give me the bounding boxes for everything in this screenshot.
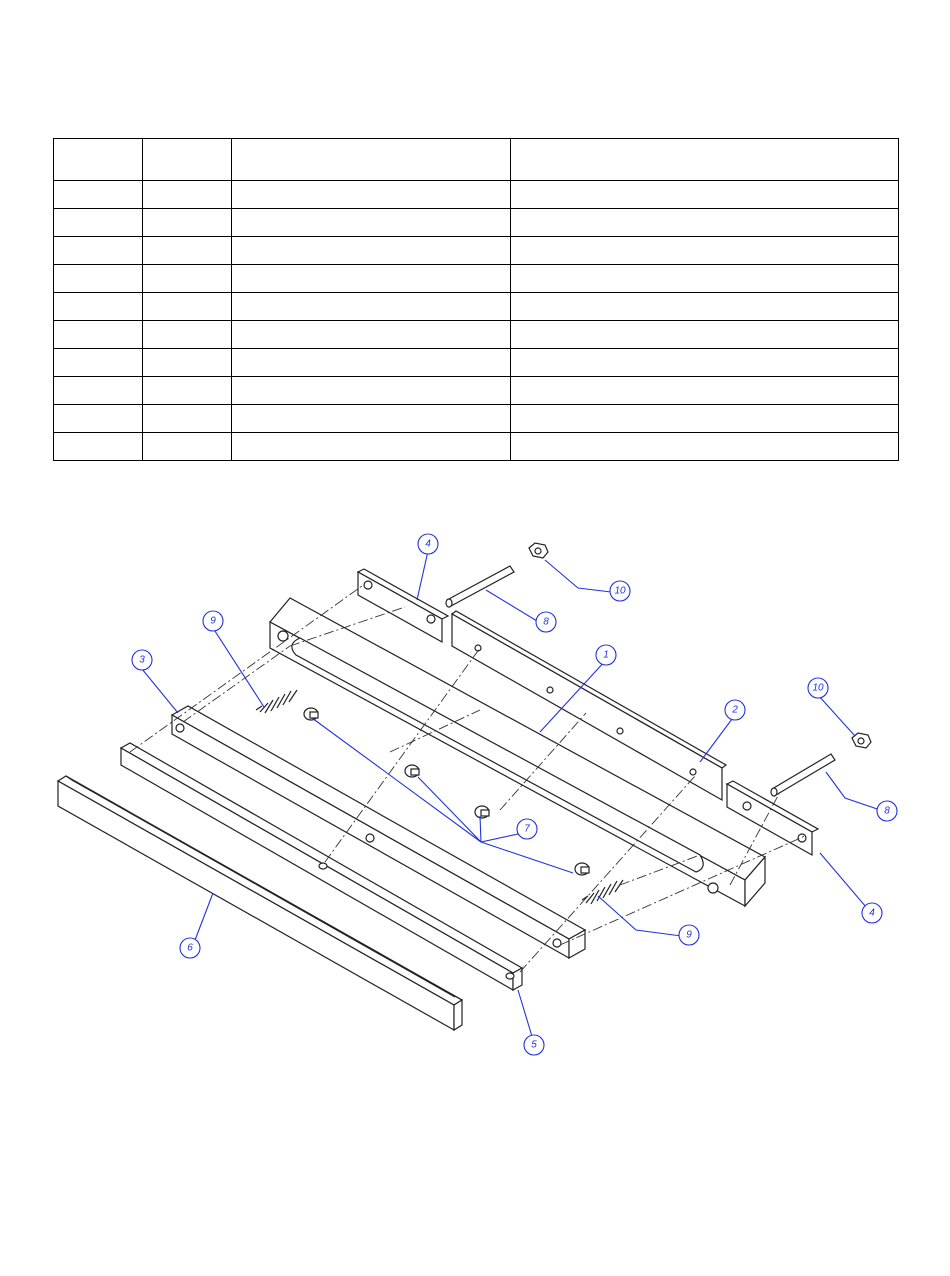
balloon-8-right (877, 801, 897, 821)
part-7-button-2 (405, 765, 419, 777)
balloon-9-right (679, 925, 699, 945)
svg-text:1: 1 (603, 649, 609, 661)
balloon-3 (132, 650, 152, 670)
table-cell (54, 293, 143, 321)
svg-text:4: 4 (869, 907, 875, 919)
table-cell (511, 433, 899, 461)
table-cell (511, 237, 899, 265)
table-cell (232, 377, 511, 405)
table-row (54, 405, 899, 433)
table-cell (511, 181, 899, 209)
table-row (54, 321, 899, 349)
table-cell (232, 321, 511, 349)
balloon-7 (517, 819, 537, 839)
table-cell (54, 349, 143, 377)
table-row (54, 209, 899, 237)
balloon-4-top (418, 534, 438, 554)
balloon-2 (725, 700, 745, 720)
balloon-4-right (862, 903, 882, 923)
table-cell (143, 181, 232, 209)
table-cell (54, 377, 143, 405)
table-row (54, 181, 899, 209)
part-9-spring-rear (256, 690, 297, 713)
table-cell (143, 321, 232, 349)
table-cell (54, 181, 143, 209)
table-cell (511, 293, 899, 321)
table-cell (143, 349, 232, 377)
table-cell (511, 377, 899, 405)
table-cell (143, 377, 232, 405)
table-cell (232, 237, 511, 265)
svg-text:8: 8 (543, 616, 549, 628)
table-cell (54, 433, 143, 461)
table-row (54, 433, 899, 461)
parts-list-table (53, 138, 899, 461)
table-cell (232, 349, 511, 377)
table-cell (143, 405, 232, 433)
table-cell (511, 265, 899, 293)
part-7-button-1 (304, 708, 318, 720)
table-cell (232, 209, 511, 237)
table-cell (232, 405, 511, 433)
table-cell (54, 209, 143, 237)
part-4-end-plate-rear (358, 569, 448, 642)
table-cell (143, 265, 232, 293)
table-row (54, 237, 899, 265)
table-row (54, 377, 899, 405)
svg-text:5: 5 (531, 1039, 537, 1051)
balloon-5 (524, 1035, 544, 1055)
table-cell (511, 321, 899, 349)
table-cell (143, 293, 232, 321)
table-cell (511, 349, 899, 377)
table-cell (54, 139, 143, 181)
table-cell (143, 433, 232, 461)
balloon-1 (596, 645, 616, 665)
part-8-pin-front (771, 754, 835, 796)
table-cell (232, 139, 511, 181)
table-cell (143, 209, 232, 237)
table-cell (232, 181, 511, 209)
svg-text:9: 9 (210, 615, 216, 627)
balloon-9-left (203, 611, 223, 631)
table-cell (511, 405, 899, 433)
svg-text:9: 9 (686, 929, 692, 941)
table-cell (232, 433, 511, 461)
svg-text:7: 7 (524, 823, 530, 835)
table-cell (232, 265, 511, 293)
table-cell (511, 139, 899, 181)
svg-text:6: 6 (187, 942, 193, 954)
table-cell (143, 237, 232, 265)
svg-text:8: 8 (884, 805, 890, 817)
table-cell (54, 405, 143, 433)
balloon-6 (180, 938, 200, 958)
svg-text:10: 10 (614, 585, 626, 597)
table-row (54, 293, 899, 321)
exploded-assembly-drawing (0, 470, 950, 1090)
part-7-button-3 (475, 806, 489, 818)
table-cell (54, 237, 143, 265)
table-cell (54, 265, 143, 293)
table-row (54, 265, 899, 293)
svg-text:4: 4 (425, 538, 431, 550)
part-10-nut-rear (529, 543, 548, 558)
svg-text:2: 2 (732, 704, 738, 716)
balloon-10-right (808, 678, 828, 698)
table-header-row (54, 139, 899, 181)
part-7-button-4 (575, 863, 589, 875)
balloon-8-top (536, 612, 556, 632)
table-cell (54, 321, 143, 349)
table-cell (143, 139, 232, 181)
table-cell (232, 293, 511, 321)
svg-text:3: 3 (139, 654, 145, 666)
balloon-10-top (610, 581, 630, 601)
svg-text:10: 10 (812, 682, 824, 694)
table-cell (511, 209, 899, 237)
table-row (54, 349, 899, 377)
parts-list-body (54, 139, 899, 461)
